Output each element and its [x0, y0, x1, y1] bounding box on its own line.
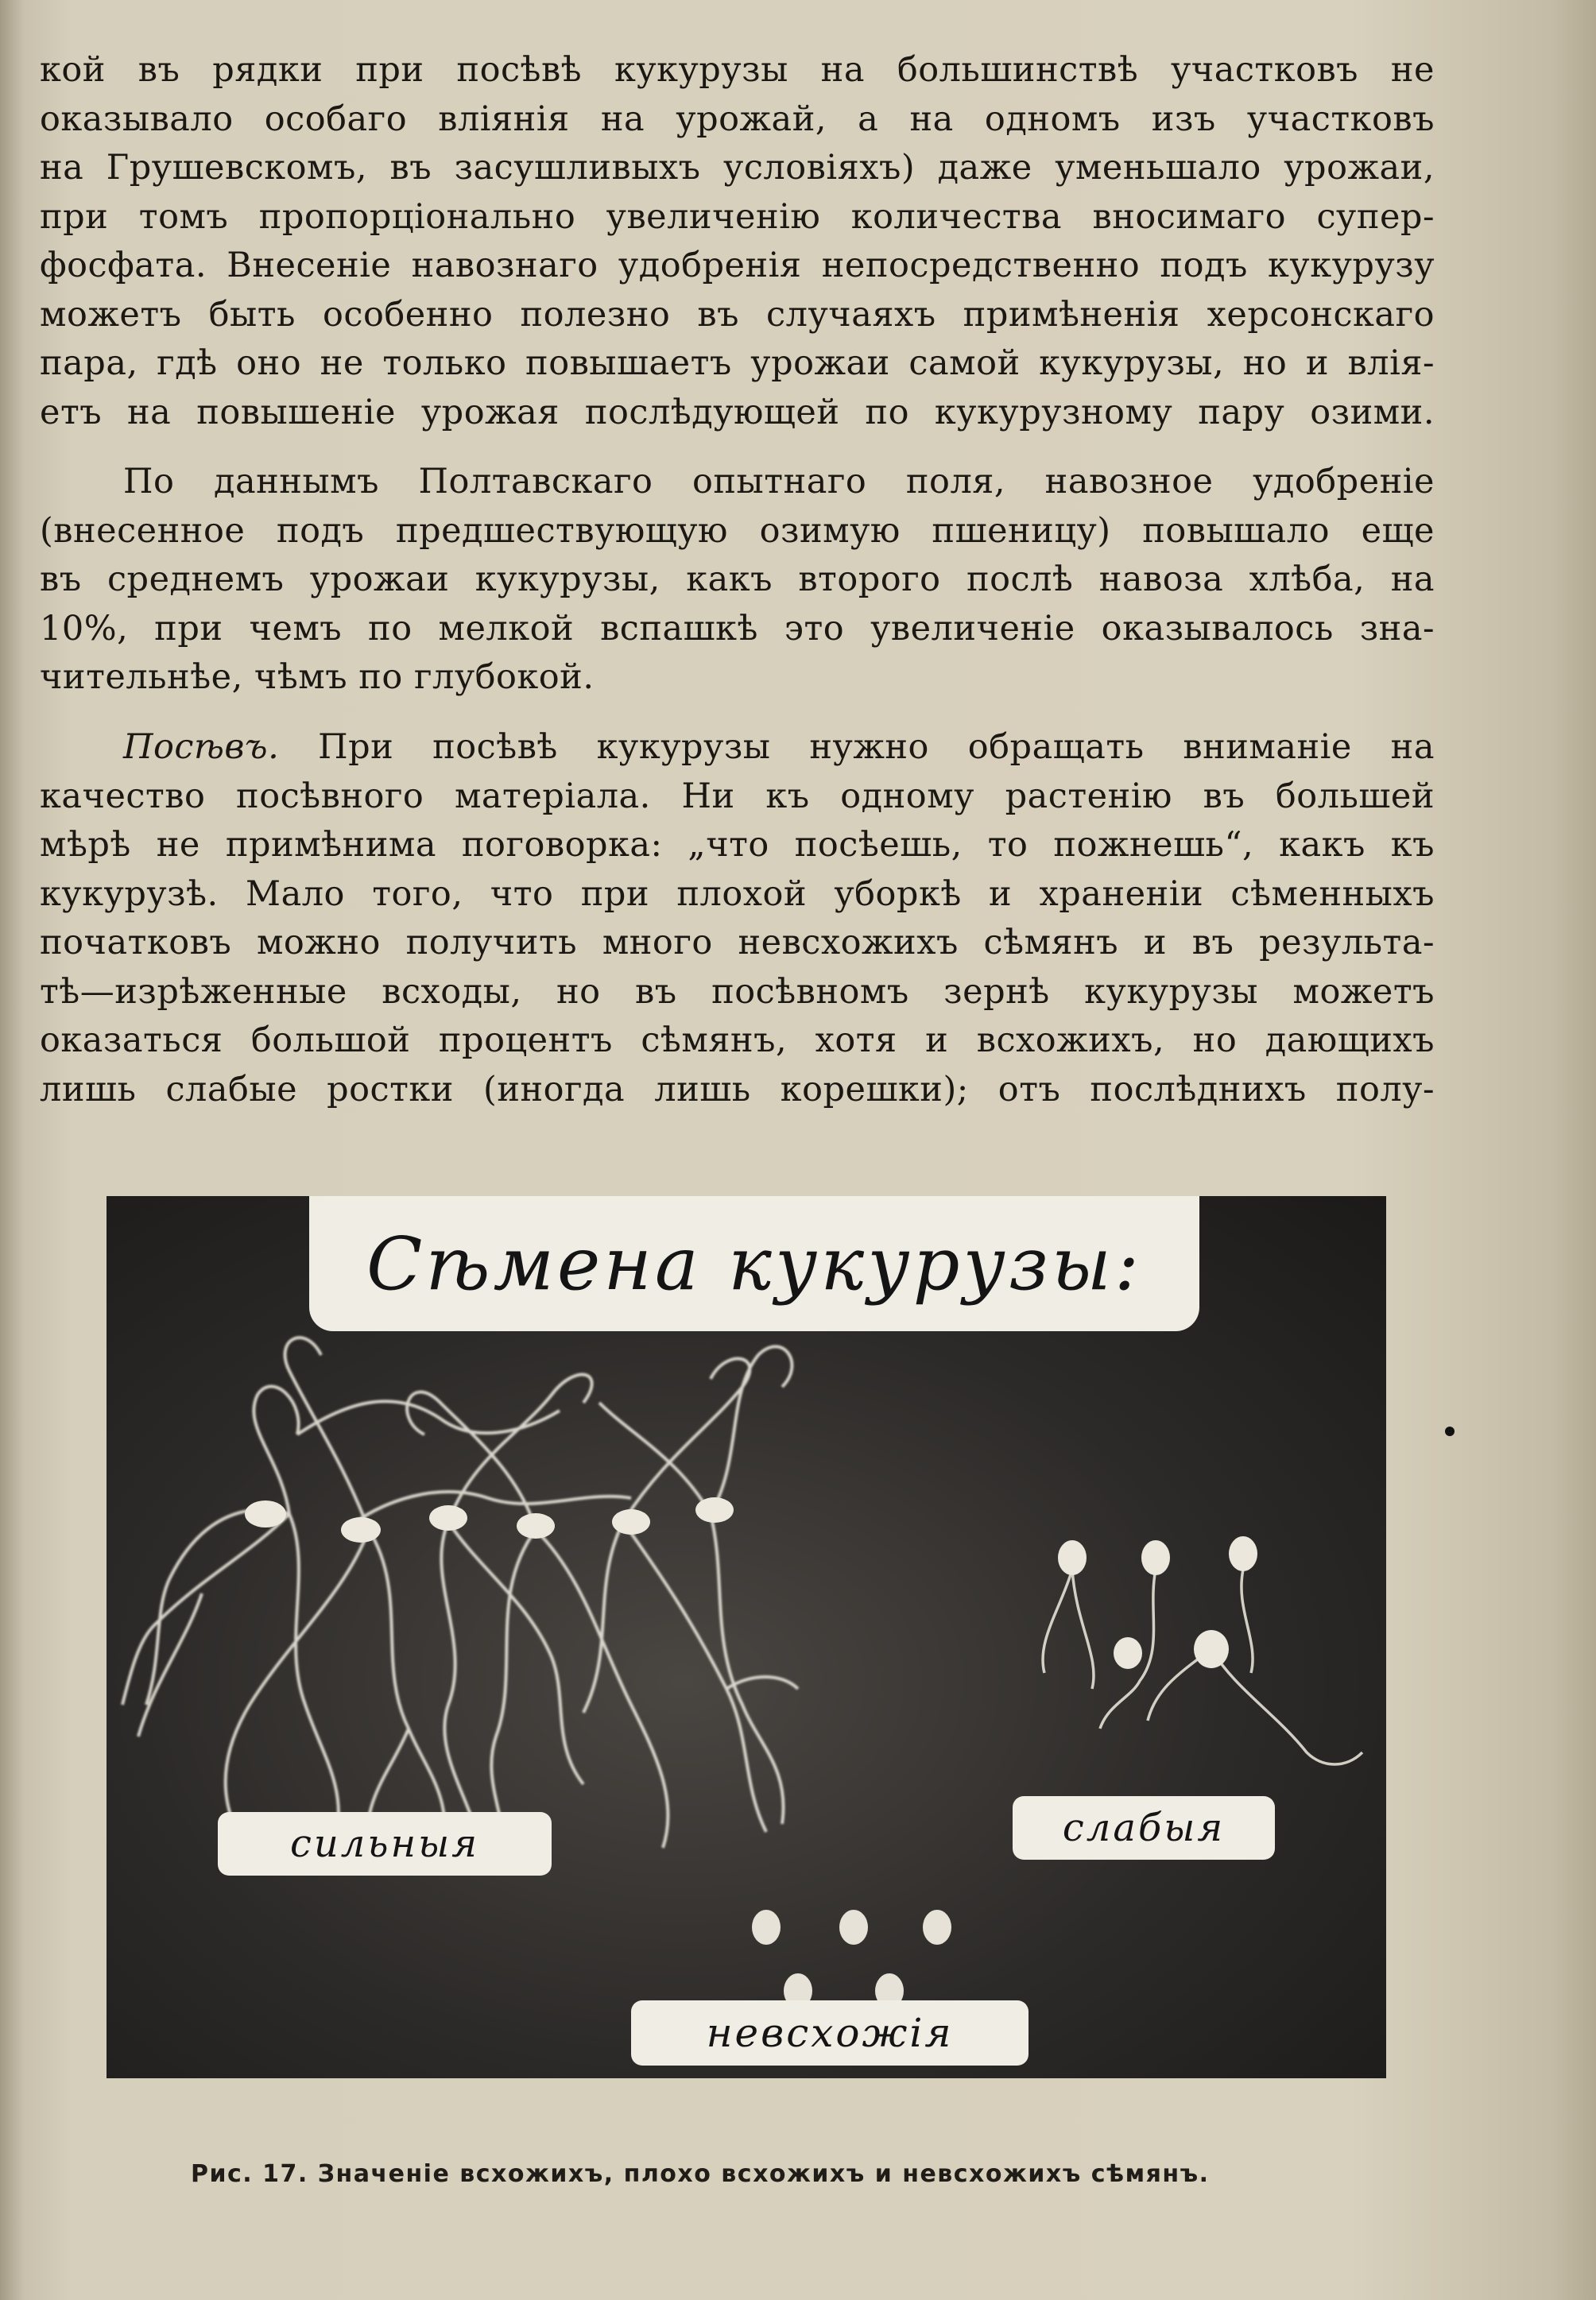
text-line: въ среднемъ урожаи кукурузы, какъ второго послѣ навоза хлѣба, на: [40, 560, 1435, 599]
text-line: По даннымъ Полтавскаго опытнаго поля, навозное удобреніе: [123, 462, 1435, 501]
section-heading: Посѣвъ.: [123, 727, 280, 767]
weak-seedlings-roots: [1043, 1570, 1362, 1764]
text-line: (внесенное подъ предшествующую озимую пшеницу) повышало еще: [40, 510, 1435, 551]
text-line: мѣрѣ не примѣнима поговорка: „что посѣешь, то пожнешь“, какъ къ: [40, 825, 1435, 865]
paragraph-1: [40, 46, 1435, 437]
paragraph-2: [40, 458, 1435, 703]
strong-seeds: [245, 1497, 734, 1543]
figure-caption: Рис. 17. Значеніе всхожихъ, плохо всхожихъ и невсхожихъ сѣмянъ.: [191, 2160, 1210, 2188]
text-line: [40, 723, 1435, 772]
non-germinating-seeds-label: невсхожія: [631, 2000, 1028, 2066]
strong-seedlings-roots: [122, 1338, 798, 1872]
text-line: кой въ рядки при посѣвѣ кукурузы на большинствѣ участковъ не: [40, 50, 1435, 90]
text-line: чительнѣе, чѣмъ по глубокой.: [40, 657, 595, 697]
ink-speck: [1445, 1427, 1455, 1436]
weak-seeds: [1058, 1536, 1257, 1669]
text-line: можетъ быть особенно полезно въ случаяхъ примѣненія херсонскаго: [40, 294, 1435, 335]
text-line: фосфата. Внесеніе навознаго удобренія непосредственно подъ кукурузу: [40, 246, 1435, 285]
text-line: етъ на повышеніе урожая послѣдующей по кукурузному пару озими.: [40, 392, 1435, 432]
text-line: тѣ—изрѣженные всходы, но въ посѣвномъ зернѣ кукурузы можетъ: [40, 971, 1435, 1012]
text-line: кукурузѣ. Мало того, что при плохой уборкѣ и храненіи сѣменныхъ: [40, 873, 1435, 914]
text-line: лишь слабые ростки (иногда лишь корешки); отъ послѣднихъ полу-: [40, 1069, 1435, 1109]
text-line: оказывало особаго вліянія на урожай, а на одномъ изъ участковъ: [40, 99, 1435, 139]
non-germinating-seeds: [752, 1910, 951, 2008]
text-line: оказаться большой процентъ сѣмянъ, хотя и всхожихъ, но дающихъ: [40, 1020, 1435, 1060]
text-line: 10%, при чемъ по мелкой вспашкѣ это увеличеніе оказывалось зна-: [40, 608, 1435, 649]
paragraph-3: [40, 723, 1435, 1114]
strong-seeds-label: сильныя: [218, 1812, 552, 1876]
text-line: качество посѣвного матеріала. Ни къ одному растенію въ большей: [40, 776, 1435, 816]
photo-title-label: Сѣмена кукурузы:: [309, 1196, 1199, 1331]
text-fragment: При посѣвѣ кукурузы нужно обращать вниманіе на: [318, 727, 1435, 767]
weak-seeds-label: слабыя: [1013, 1796, 1275, 1860]
text-line: початковъ можно получить много невсхожихъ сѣмянъ и въ результа-: [40, 923, 1435, 962]
text-line: на Грушевскомъ, въ засушливыхъ условіяхъ) даже уменьшало урожаи,: [40, 148, 1435, 188]
text-line: пара, гдѣ оно не только повышаетъ урожаи самой кукурузы, но и влія-: [40, 343, 1435, 383]
text-line: при томъ пропорціонально увеличенію количества вносимаго супер-: [40, 196, 1435, 237]
seed-germination-photo: [107, 1196, 1386, 2078]
